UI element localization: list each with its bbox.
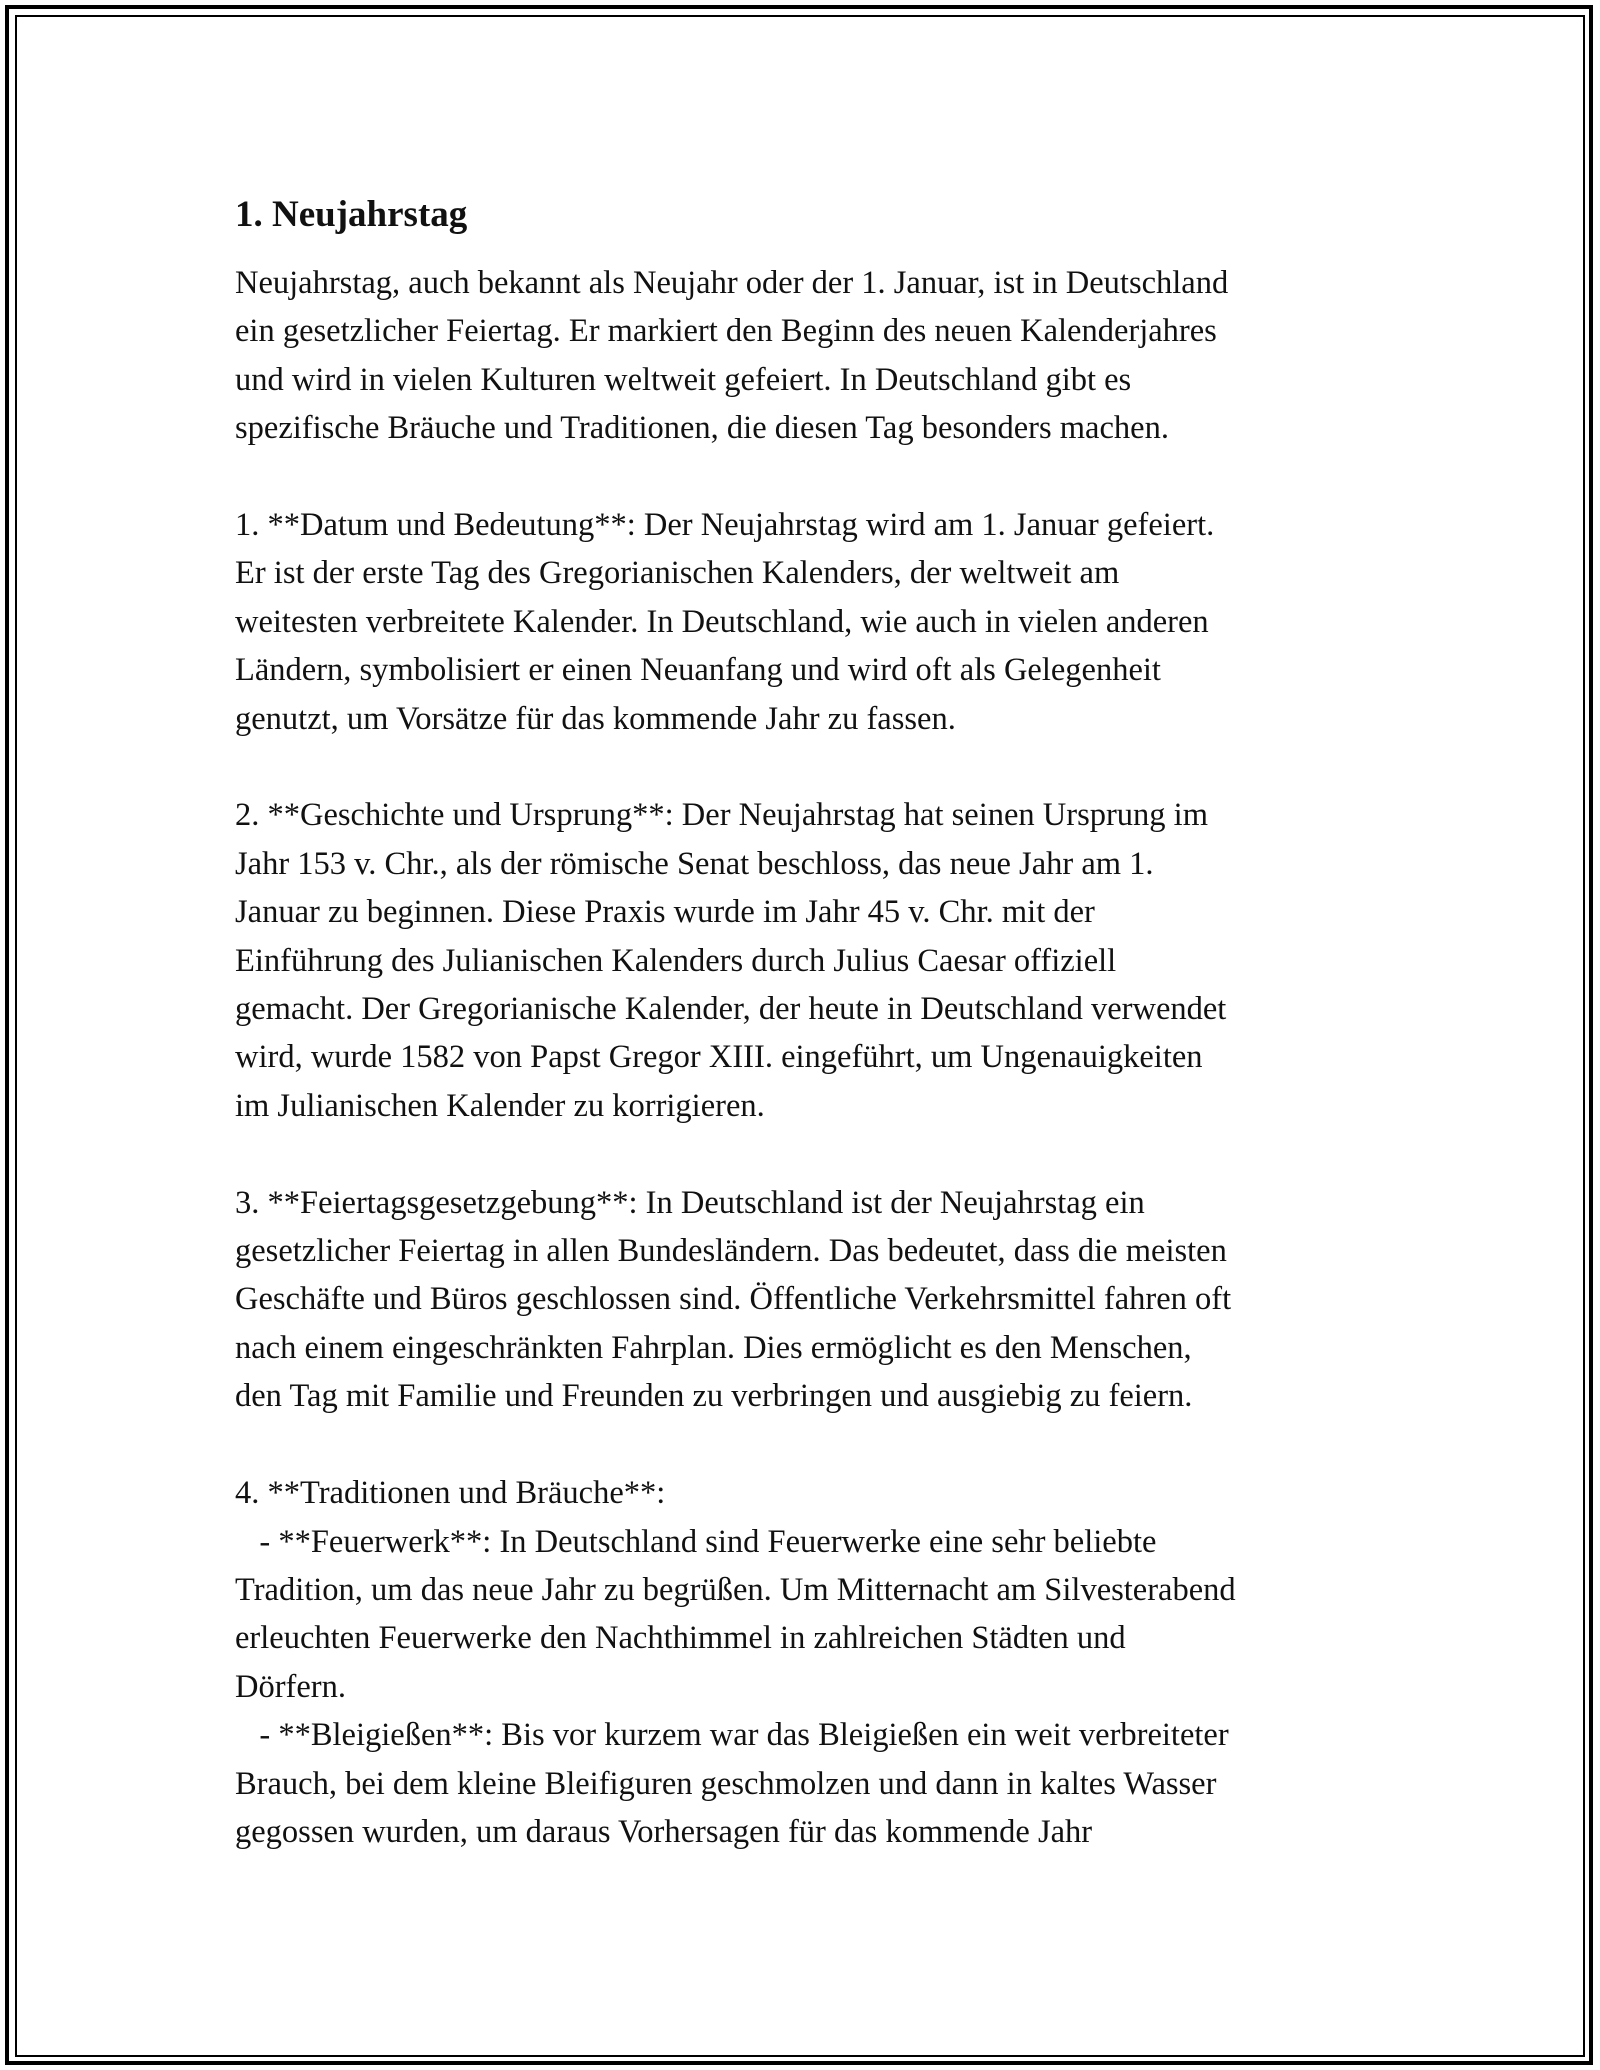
text-line: den Tag mit Familie und Freunden zu verbringen und ausgiebig zu feiern. (235, 1378, 1193, 1415)
text-line: Tradition, um das neue Jahr zu begrüßen. Um Mitternacht am Silvesterabend (235, 1571, 1236, 1608)
text-line: erleuchten Feuerwerke den Nachthimmel in zahlreichen Städten und (235, 1620, 1126, 1657)
text-line: wird, wurde 1582 von Papst Gregor XIII. eingeführt, um Ungenauigkeiten (235, 1039, 1203, 1076)
text-line: gemacht. Der Gregorianische Kalender, der heute in Deutschland verwendet (235, 991, 1227, 1028)
document-body (235, 185, 1395, 1905)
text-line: Jahr 153 v. Chr., als der römische Senat beschloss, das neue Jahr am 1. (235, 845, 1154, 882)
text-line: - **Feuerwerk**: In Deutschland sind Feuerwerke eine sehr beliebte (235, 1523, 1157, 1560)
text-line: 4. **Traditionen und Bräuche**: (235, 1475, 666, 1512)
text-line: nach einem eingeschränkten Fahrplan. Dies ermöglicht es den Menschen, (235, 1329, 1192, 1366)
text-line: Neujahrstag, auch bekannt als Neujahr oder der 1. Januar, ist in Deutschland (235, 265, 1229, 301)
text-line: ein gesetzlicher Feiertag. Er markiert den Beginn des neuen Kalenderjahres (235, 313, 1217, 350)
paragraph-feiertagsgesetzgebung (235, 1179, 1395, 1421)
text-line: Brauch, bei dem kleine Bleifiguren geschmolzen und dann in kaltes Wasser (235, 1765, 1217, 1802)
text-line: gesetzlicher Feiertag in allen Bundesländern. Das bedeutet, dass die meisten (235, 1233, 1227, 1270)
text-line: Januar zu beginnen. Diese Praxis wurde im Jahr 45 v. Chr. mit der (235, 894, 1095, 931)
text-line: Einführung des Julianischen Kalenders durch Julius Caesar offiziell (235, 942, 1117, 979)
text-line: weitesten verbreitete Kalender. In Deutschland, wie auch in vielen anderen (235, 603, 1209, 640)
text-line: - **Bleigießen**: Bis vor kurzem war das Bleigießen ein weit verbreiteter (235, 1717, 1229, 1754)
text-line: 2. **Geschichte und Ursprung**: Der Neujahrstag hat seinen Ursprung im (235, 797, 1208, 834)
text-line: genutzt, um Vorsätze für das kommende Jahr zu fassen. (235, 700, 956, 737)
text-line: Ländern, symbolisiert er einen Neuanfang und wird oft als Gelegenheit (235, 652, 1161, 689)
paragraph-traditionen-braeuche (235, 1469, 1395, 1856)
paragraph-datum-bedeutung (235, 501, 1395, 743)
text-line: Geschäfte und Büros geschlossen sind. Öffentliche Verkehrsmittel fahren oft (235, 1281, 1232, 1318)
text-line: 1. **Datum und Bedeutung**: Der Neujahrstag wird am 1. Januar gefeiert. (235, 507, 1215, 544)
text-line: Er ist der erste Tag des Gregorianischen Kalenders, der weltweit am (235, 555, 1120, 592)
section-heading: 1. Neujahrstag (235, 194, 468, 235)
paragraph-geschichte-ursprung (235, 791, 1395, 1130)
text-line: spezifische Bräuche und Traditionen, die diesen Tag besonders machen. (235, 410, 1169, 447)
text-line: und wird in vielen Kulturen weltweit gefeiert. In Deutschland gibt es (235, 361, 1132, 398)
text-line: 3. **Feiertagsgesetzgebung**: In Deutschland ist der Neujahrstag ein (235, 1184, 1145, 1221)
text-line: Dörfern. (235, 1668, 346, 1705)
text-line: im Julianischen Kalender zu korrigieren. (235, 1087, 765, 1124)
text-line: gegossen wurden, um daraus Vorhersagen für das kommende Jahr (235, 1813, 1093, 1850)
paragraph-intro (235, 259, 1395, 453)
